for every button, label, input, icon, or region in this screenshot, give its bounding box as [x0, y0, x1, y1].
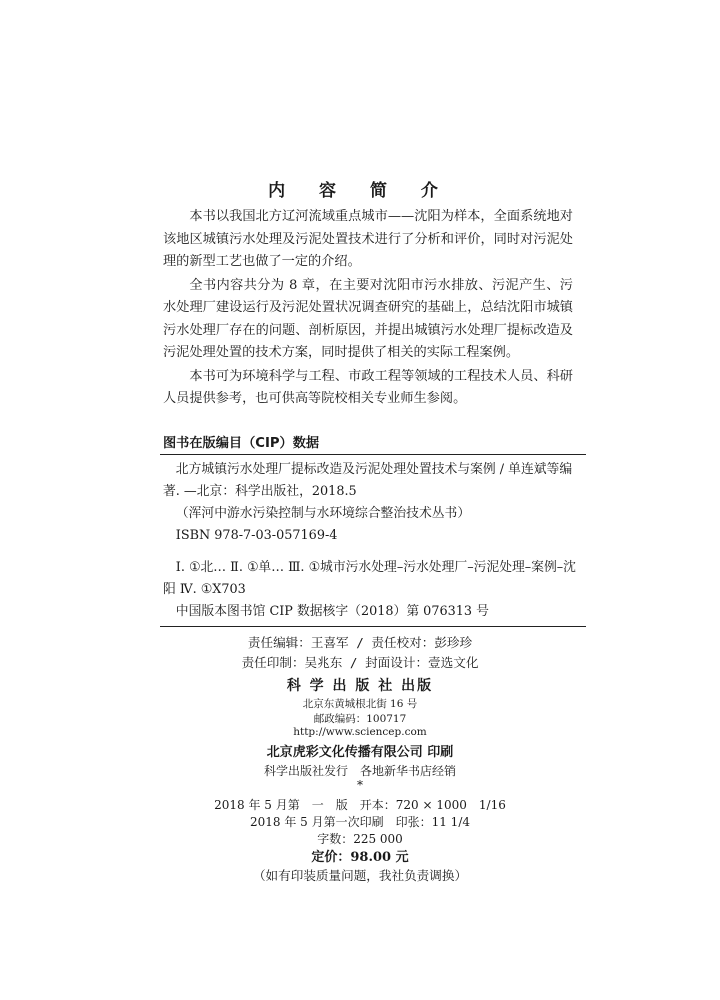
website-link[interactable]: http://www.sciencep.com	[293, 726, 427, 738]
quality-note: （如有印装质量问题，我社负责调换）	[252, 868, 468, 883]
separator-star: *	[357, 778, 363, 792]
publisher-address: 北京东黄城根北街 16 号	[302, 698, 418, 710]
intro-paragraph: 全书内容共分为 8 章，在主要对沈阳市污水排放、污泥产生、污水处理厂建设运行及污泥处置状况调查研究的基础上，总结沈阳市城镇污水处理厂存在的问题、剖析原因，并提出城镇污水处理厂提标改造及污泥处理处置的技术方案，同时提供了相关的实际工程案例。	[163, 277, 573, 360]
cip-top-rule	[160, 454, 586, 455]
cip-isbn: ISBN 978-7-03-057169-4	[175, 528, 338, 543]
intro-body	[163, 206, 573, 412]
cip-series: （浑河中游水污染控制与水环境综合整治技术丛书）	[175, 506, 471, 521]
cip-title: 图书在版编目（CIP）数据	[163, 436, 320, 451]
word-count: 字数：225 000	[317, 832, 403, 846]
intro-paragraph: 本书可为环境科学与工程、市政工程等领域的工程技术人员、科研人员提供参考，也可供高等院校相关专业师生参阅。	[163, 368, 573, 406]
editors-line-1: 责任编辑：王喜军 / 责任校对：彭珍珍	[247, 635, 473, 650]
cip-subjects: Ⅰ. ①北… Ⅱ. ①单… Ⅲ. ①城市污水处理–污水处理厂–污泥处理–案例–沈阳 Ⅳ. ①X703	[163, 560, 576, 597]
price: 定价：98.00 元	[311, 850, 409, 865]
printer: 北京虎彩文化传播有限公司 印刷	[266, 745, 454, 760]
publisher: 科 学 出 版 社 出版	[286, 678, 434, 694]
intro-paragraph: 本书以我国北方辽河流域重点城市——沈阳为样本，全面系统地对该地区城镇污水处理及污泥处置技术进行了分析和评价，同时对污泥处理的新型工艺也做了一定的介绍。	[163, 209, 573, 269]
cip-record	[163, 459, 587, 623]
intro-title: 内 容 简 介	[268, 181, 452, 201]
cip-record-entry: 北方城镇污水处理厂提标改造及污泥处理处置技术与案例 / 单连斌等编著. —北京：科学出版社，2018.5	[163, 462, 573, 499]
distribution: 科学出版社发行 各地新华书店经销	[263, 764, 456, 778]
postcode: 邮政编码：100717	[313, 713, 407, 725]
editors-line-2: 责任印制：吴兆东 / 封面设计：壹选文化	[241, 655, 479, 670]
printing: 2018 年 5 月第一次印刷 印张：11 1/4	[249, 815, 470, 829]
cip-bottom-rule	[160, 626, 586, 627]
edition: 2018 年 5 月第 一 版 开本：720 × 1000 1/16	[214, 798, 506, 812]
cip-verification: 中国版本图书馆 CIP 数据核字（2018）第 076313 号	[175, 604, 489, 619]
